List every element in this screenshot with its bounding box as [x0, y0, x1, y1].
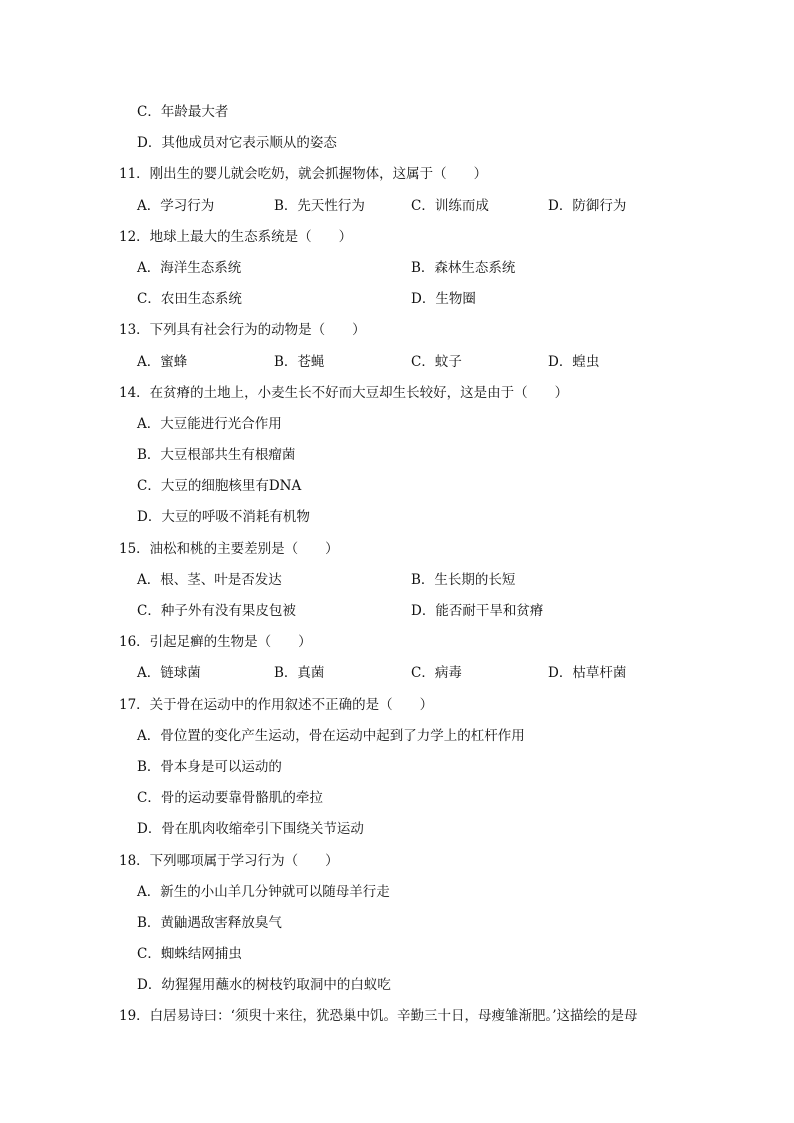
question-stem: 12．地球上最大的生态系统是（ ）: [119, 228, 353, 245]
answer-option-row: [137, 195, 699, 226]
question-stem: 11．刚出生的婴儿就会吃奶，就会抓握物体，这属于（ ）: [119, 166, 488, 183]
answer-option: A．新生的小山羊几分钟就可以随母羊行走: [137, 883, 390, 900]
question-stem: 15．油松和桃的主要差别是（ ）: [119, 540, 339, 557]
answer-option: A．海洋生态系统: [137, 259, 242, 276]
answer-option: C．种子外有没有果皮包被: [137, 603, 296, 619]
answer-option-row: [137, 600, 699, 631]
answer-option: D．其他成员对它表示顺从的姿态: [137, 135, 337, 152]
answer-option: C．训练而成: [411, 197, 489, 214]
answer-option: D．蝗虫: [548, 353, 600, 370]
answer-option: A．蜜蜂: [137, 353, 188, 370]
answer-option: D．生物圈: [411, 291, 476, 308]
question-stem: 18．下列哪项属于学习行为（ ）: [119, 852, 339, 869]
answer-option-row: [137, 257, 699, 288]
answer-option: B．骨本身是可以运动的: [137, 758, 282, 775]
answer-option-row: [137, 569, 699, 600]
answer-option-row: [137, 288, 699, 319]
answer-option: D．骨在肌肉收缩牵引下围绕关节运动: [137, 821, 364, 838]
answer-option: B．生长期的长短: [411, 571, 516, 588]
answer-option: A．骨位置的变化产生运动，骨在运动中起到了力学上的杠杆作用: [137, 727, 525, 744]
answer-option: D．幼猩猩用蘸水的树枝钓取洞中的白蚁吃: [137, 977, 391, 994]
answer-option: D．枯草杆菌: [548, 665, 627, 682]
answer-option: C．病毒: [411, 665, 462, 682]
question-list: [119, 101, 699, 1037]
answer-option: B．大豆根部共生有根瘤菌: [137, 447, 296, 464]
answer-option: D．能否耐干旱和贫瘠: [411, 603, 544, 619]
answer-option: A．链球菌: [137, 665, 201, 682]
answer-option: B．苍蝇: [274, 353, 325, 370]
answer-option-row: [137, 351, 699, 382]
answer-option: C．骨的运动要靠骨骼肌的牵拉: [137, 790, 323, 807]
answer-option: A．学习行为: [137, 197, 215, 214]
answer-option: D．大豆的呼吸不消耗有机物: [137, 509, 310, 526]
answer-option: B．森林生态系统: [411, 259, 516, 276]
answer-option: C．年龄最大者: [137, 104, 229, 120]
answer-option: B．先天性行为: [274, 197, 365, 214]
question-stem: 14．在贫瘠的土地上，小麦生长不好而大豆却生长较好，这是由于（ ）: [119, 384, 569, 401]
answer-option: B．黄鼬遇敌害释放臭气: [137, 914, 282, 931]
answer-option: C．农田生态系统: [137, 291, 242, 308]
answer-option: A．大豆能进行光合作用: [137, 415, 282, 432]
question-stem: 13．下列具有社会行为的动物是（ ）: [119, 322, 366, 339]
question-stem: 17．关于骨在运动中的作用叙述不正确的是（ ）: [119, 696, 434, 713]
answer-option: B．真菌: [274, 665, 325, 682]
question-stem: 19．白居易诗曰：‘须臾十来往，犹恐巢中饥。辛勤三十日，母瘦雏渐肥。’这描绘的是母: [119, 1008, 638, 1025]
answer-option: C．大豆的细胞核里有DNA: [137, 478, 302, 495]
answer-option: C．蜘蛛结网捕虫: [137, 946, 242, 963]
answer-option-row: [137, 662, 699, 693]
answer-option: A．根、茎、叶是否发达: [137, 571, 282, 588]
question-stem: 16．引起足癣的生物是（ ）: [119, 634, 312, 651]
answer-option: C．蚊子: [411, 353, 462, 370]
answer-option: D．防御行为: [548, 197, 627, 214]
